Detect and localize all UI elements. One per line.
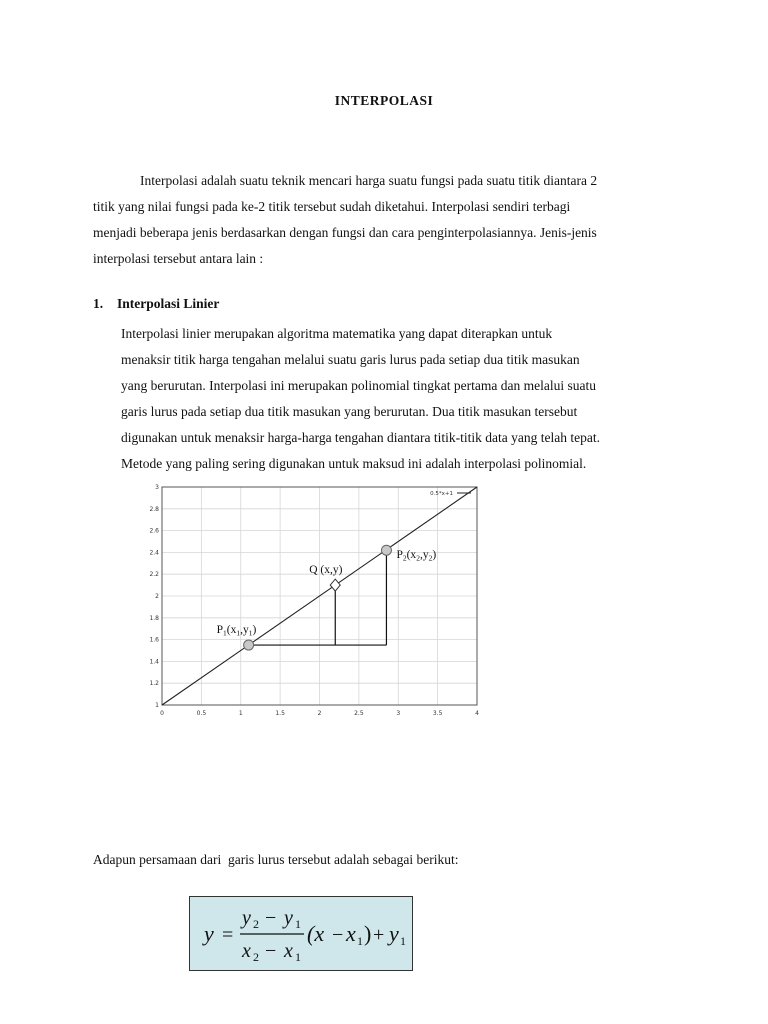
intro-line: titik yang nilai fungsi pada ke-2 titik tersebut sudah diketahui. Interpolasi sendiri terbagi bbox=[93, 199, 571, 214]
intro-line: menjadi beberapa jenis berdasarkan dengan fungsi dan cara penginterpolasiannya. Jenis-jenis bbox=[93, 225, 597, 240]
point-p2-marker bbox=[381, 545, 391, 555]
y-tick-label: 1 bbox=[155, 702, 159, 709]
y-tick-label: 2.4 bbox=[149, 549, 159, 557]
equation-intro-text: Adapun persamaan dari garis lurus tersebut adalah sebagai berikut: bbox=[93, 852, 459, 867]
x-tick-label: 2.5 bbox=[354, 710, 364, 717]
point-q-label: Q (x,y) bbox=[309, 564, 343, 577]
section-line: digunakan untuk menaksir harga-harga tengahan diantara titik-titik data yang telah tepat. bbox=[121, 430, 600, 445]
y-tick-label: 3 bbox=[155, 484, 159, 491]
point-p1-marker bbox=[244, 640, 254, 650]
y-tick-label: 1.8 bbox=[149, 614, 159, 622]
section-line: yang berurutan. Interpolasi ini merupakan polinomial tingkat pertama dan melalui suatu bbox=[121, 378, 596, 393]
x-tick-label: 3 bbox=[396, 710, 401, 717]
y-tick-label: 2.8 bbox=[149, 505, 159, 513]
section-line: Interpolasi linier merupakan algoritma matematika yang dapat diterapkan untuk bbox=[121, 326, 553, 341]
formula-lhs: y bbox=[204, 921, 214, 946]
document-title: INTERPOLASI bbox=[334, 93, 434, 108]
y-tick-label: 2.6 bbox=[149, 527, 159, 535]
formula-tail-x-sub: 1 bbox=[357, 934, 363, 948]
y-tick-label: 2 bbox=[155, 593, 159, 600]
x-tick-label: 3.5 bbox=[432, 710, 443, 717]
x-tick-label: 0 bbox=[160, 710, 164, 717]
point-p2-label: $P_2(x_2,y_2)$ bbox=[396, 549, 437, 563]
x-tick-label: 2 bbox=[317, 710, 322, 717]
section-paragraph bbox=[121, 321, 681, 477]
formula-tail-op: − bbox=[332, 924, 344, 946]
formula-svg bbox=[190, 897, 414, 972]
y-tick-label: 2.2 bbox=[149, 571, 159, 579]
formula-tail-open: (x bbox=[307, 921, 325, 946]
intro-line: Interpolasi adalah suatu teknik mencari harga suatu fungsi pada suatu titik diantara 2 bbox=[140, 173, 598, 188]
y-tick-label: 1.6 bbox=[149, 636, 159, 644]
chart-svg bbox=[143, 480, 485, 720]
x-tick-label: 1.5 bbox=[275, 710, 285, 717]
point-p1-label: $P_1(x_1,y_1)$ bbox=[216, 624, 257, 638]
formula-num-a: y bbox=[242, 907, 251, 929]
formula-den-a-sub: 2 bbox=[253, 950, 259, 964]
formula-box bbox=[189, 896, 413, 971]
section-line: menaksir titik harga tengahan melalui suatu garis lurus pada setiap dua titik masukan bbox=[121, 352, 580, 367]
legend-label: 0.5*x+1 bbox=[430, 491, 453, 497]
x-tick-label: 1 bbox=[238, 710, 243, 717]
section-line: Metode yang paling sering digunakan untuk maksud ini adalah interpolasi polinomial. bbox=[121, 456, 587, 471]
formula-den-b: x bbox=[284, 940, 293, 962]
formula-tail-close: ) bbox=[364, 921, 372, 946]
formula-plus: + bbox=[373, 924, 385, 946]
formula-tail-y: y bbox=[389, 921, 399, 946]
y-tick-label: 1.4 bbox=[149, 658, 159, 666]
formula-num-op: − bbox=[265, 907, 277, 929]
section-line: garis lurus pada setiap dua titik masukan yang berurutan. Dua titik masukan tersebut bbox=[121, 404, 578, 419]
section-number: 1. bbox=[93, 296, 104, 311]
formula-den-a: x bbox=[242, 940, 251, 962]
formula-tail-x: x bbox=[346, 921, 356, 946]
y-tick-label: 1.2 bbox=[149, 680, 159, 688]
section-heading bbox=[93, 296, 219, 312]
x-tick-label: 0.5 bbox=[196, 710, 207, 717]
formula-num-b-sub: 1 bbox=[295, 917, 301, 931]
formula-num-a-sub: 2 bbox=[253, 917, 259, 931]
intro-line: interpolasi tersebut antara lain : bbox=[93, 251, 264, 266]
formula-equals: = bbox=[222, 924, 234, 946]
formula-tail-y-sub: 1 bbox=[400, 934, 406, 948]
formula-den-b-sub: 1 bbox=[295, 950, 301, 964]
section-title: Interpolasi Linier bbox=[117, 296, 220, 311]
interpolation-chart bbox=[143, 480, 485, 720]
x-tick-label: 4 bbox=[475, 710, 479, 717]
intro-paragraph bbox=[93, 168, 675, 272]
formula-den-op: − bbox=[265, 940, 277, 962]
formula-num-b: y bbox=[284, 907, 293, 929]
